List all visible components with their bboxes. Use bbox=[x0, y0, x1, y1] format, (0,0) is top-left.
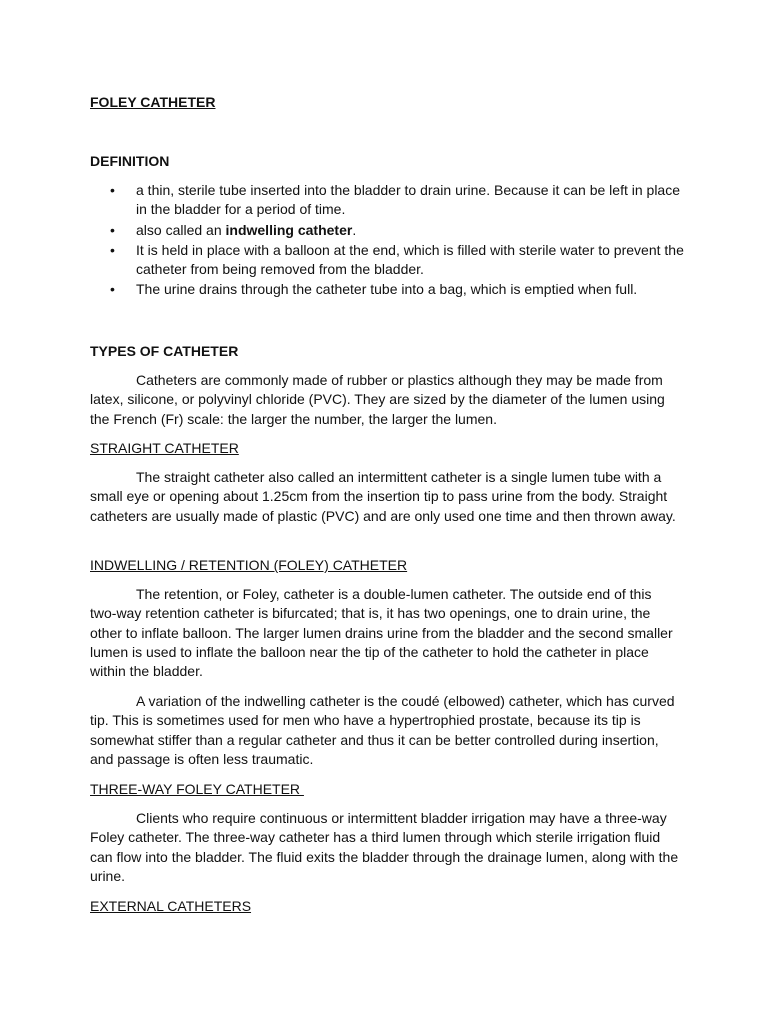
list-item-text: . bbox=[352, 221, 357, 238]
list-item-text: a thin, sterile tube inserted into the bladder to drain urine. Because it can be left in place in the bladder for a period of time. bbox=[136, 182, 681, 218]
list-item bbox=[90, 241, 690, 280]
list-item-text: also called an bbox=[136, 221, 226, 238]
types-heading: TYPES OF CATHETER bbox=[90, 343, 239, 359]
indwelling-catheter-heading: INDWELLING / RETENTION (FOLEY) CATHETER bbox=[90, 557, 408, 573]
types-paragraph: Catheters are commonly made of rubber or plastics although they may be made from latex, silicone, or polyvinyl chloride (PVC). They are sized by the diameter of the lumen using the French (Fr) scale: the larger the number, the larger the lumen. bbox=[90, 372, 665, 427]
indwelling-paragraph-1: The retention, or Foley, catheter is a double-lumen catheter. The outside end of this two-way retention catheter is bifurcated; that is, it has two openings, one to drain urine, the other to inflate balloon. The larger lumen drains urine from the bladder and the second smaller lumen is used to inflate the balloon near the tip of the catheter to hold the catheter in place within the bladder. bbox=[90, 586, 673, 680]
straight-catheter-paragraph: The straight catheter also called an intermittent catheter is a single lumen tube with a small eye or opening about 1.25cm from the insertion tip to pass urine from the body. Straight catheters are usually made of plastic (PVC) and are only used one time and then thrown away. bbox=[90, 469, 676, 524]
list-item-text: It is held in place with a balloon at the end, which is filled with sterile water to prevent the catheter from being removed from the bladder. bbox=[136, 241, 684, 278]
list-item bbox=[90, 280, 690, 299]
three-way-catheter-heading: THREE-WAY FOLEY CATHETER bbox=[90, 781, 304, 797]
list-item bbox=[90, 181, 690, 220]
definition-heading: DEFINITION bbox=[90, 153, 170, 169]
document-title: FOLEY CATHETER bbox=[90, 94, 216, 110]
definition-list bbox=[90, 181, 690, 300]
indwelling-paragraph-2: A variation of the indwelling catheter is the coudé (elbowed) catheter, which has curved tip. This is sometimes used for men who have a hypertrophied prostate, because its tip is somewhat stiffer than a regular catheter and thus it can be better controlled during insertion, and passage is often less traumatic. bbox=[90, 693, 675, 767]
list-item bbox=[90, 221, 690, 240]
list-item-emphasis: indwelling catheter bbox=[225, 221, 353, 238]
list-item-text: The urine drains through the catheter tube into a bag, which is emptied when full. bbox=[136, 281, 638, 298]
three-way-paragraph: Clients who require continuous or intermittent bladder irrigation may have a three-way Foley catheter. The three-way catheter has a third lumen through which sterile irrigation fluid can flow into the bladder. The fluid exits the bladder through the drainage lumen, along with the urine. bbox=[90, 810, 679, 884]
external-catheters-heading: EXTERNAL CATHETERS bbox=[90, 898, 252, 914]
straight-catheter-heading: STRAIGHT CATHETER bbox=[90, 440, 239, 456]
